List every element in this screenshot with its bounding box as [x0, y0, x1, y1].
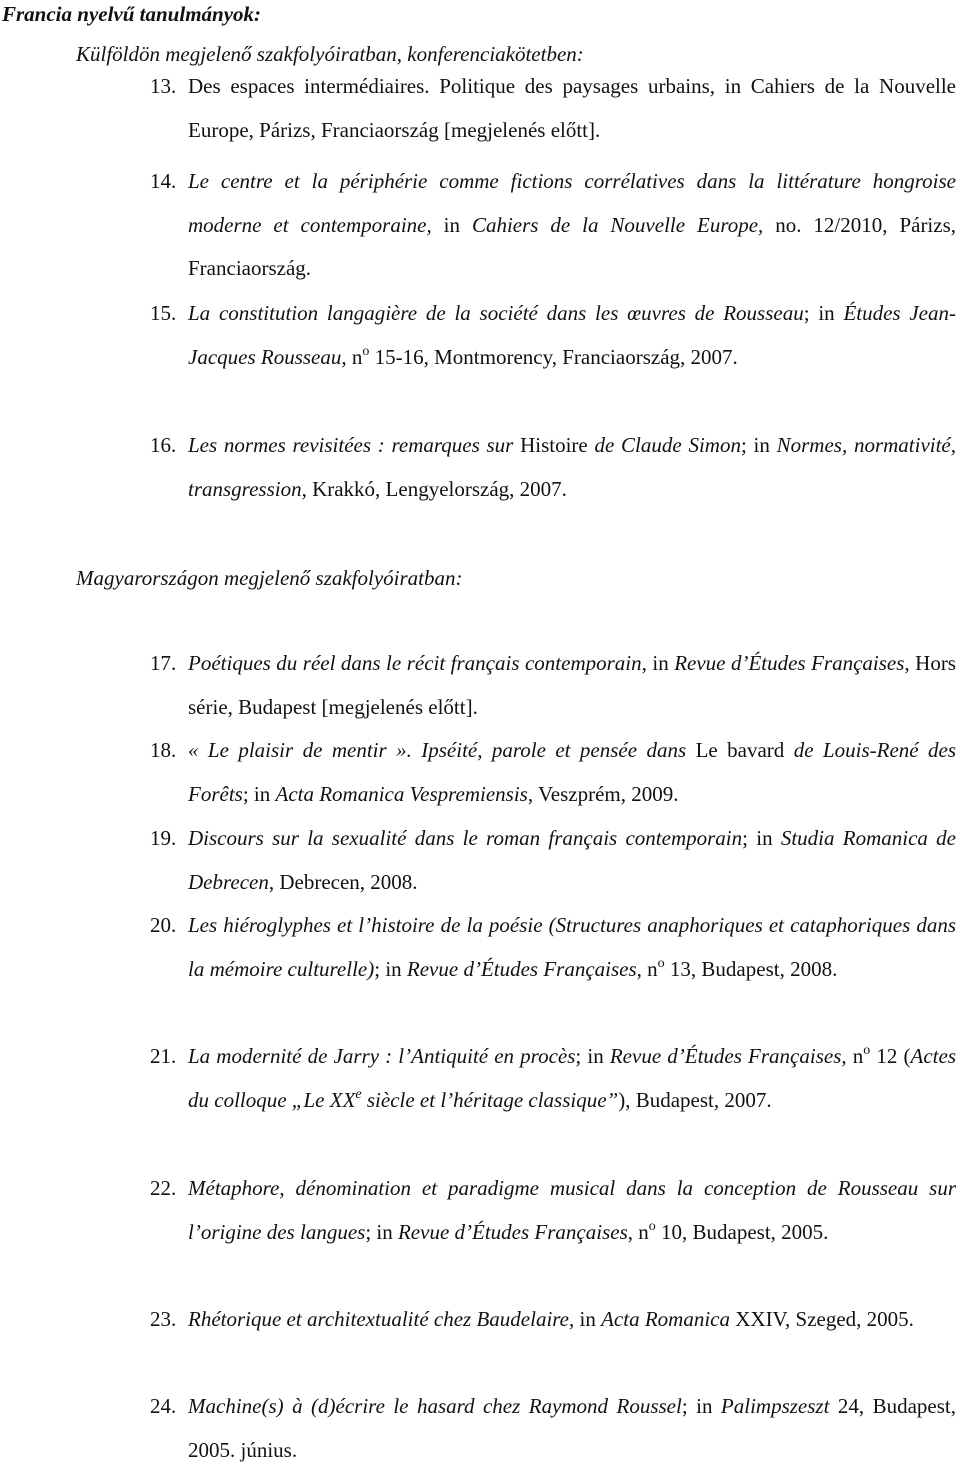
entry-number: 16. [150, 433, 177, 457]
entry-text [188, 729, 956, 816]
entry-text-segment: ; in [365, 1219, 398, 1244]
entry-text-segment: ; in [374, 956, 407, 981]
entry-text-segment: de Claude Simon [587, 433, 741, 457]
entry-text-segment: La modernité de Jarry : l’Antiquité en procès [188, 1044, 576, 1068]
entry-text-segment: Revue d’Études Françaises [397, 1219, 628, 1244]
entry-text [188, 1035, 956, 1122]
entry-text-segment: Acta Romanica [601, 1307, 730, 1331]
entry-number: 19. [150, 826, 177, 850]
entry-text [188, 1298, 956, 1342]
entry-text-segment: 12 ( [870, 1044, 911, 1068]
publication-entry [150, 424, 956, 511]
entry-text-segment: XXIV, Szeged, 2005. [729, 1307, 914, 1331]
entry-text-segment: 15-16, Montmorency, Franciaország, 2007. [369, 344, 738, 369]
entry-text [188, 292, 956, 379]
entry-text-segment: ; in [242, 781, 276, 806]
entry-number: 20. [150, 913, 177, 937]
entry-text-segment: « Le plaisir de mentir ». Ipséité, parole et pensée dans [188, 738, 696, 762]
entry-text-segment: 13, Budapest, 2008. [664, 956, 838, 981]
entry-text-segment: 24, Budapest, 2005. június. [188, 1394, 957, 1462]
entry-text-segment: Revue d’Études Françaises [674, 651, 905, 675]
entry-text-segment: ; in [742, 826, 781, 850]
publication-entry [150, 1035, 956, 1122]
entry-text [188, 424, 956, 511]
entry-text-segment: ; in [681, 1394, 721, 1418]
publication-entry [150, 817, 956, 904]
publication-entry [150, 642, 956, 729]
entry-number: 15. [150, 301, 177, 325]
entry-text-segment: , Debrecen, 2008. [268, 869, 418, 894]
page-title: Francia nyelvű tanulmányok: [2, 2, 262, 26]
entry-text-segment: Métaphore, dénomination et paradigme musical dans la conception de Rousseau sur l’origine des langues [188, 1176, 956, 1244]
entry-text-segment: Le bavard [695, 738, 785, 762]
entry-text-segment: , Hors série, Budapest [megjelenés előtt]. [188, 651, 956, 719]
entry-text-segment: Études Jean-Jacques Rousseau [188, 301, 956, 369]
entry-text-segment: Machine(s) à (d)écrire le hasard chez Raymond Roussel [188, 1394, 682, 1418]
entry-number: 22. [150, 1176, 177, 1200]
publication-entry [150, 1167, 956, 1254]
publication-entry [150, 1298, 956, 1342]
entry-text-segment: Le centre et la périphérie comme fictions corrélatives dans la littérature hongroise moderne et contemporaine, [188, 169, 956, 237]
entry-text-segment: Discours sur la sexualité dans le roman français contemporain [188, 826, 743, 850]
section-heading-foreign: Külföldön megjelenő szakfolyóiratban, konferenciakötetben: [76, 42, 584, 66]
entry-text-segment: Poétiques du réel dans le récit français contemporain [188, 651, 642, 675]
publication-entry [150, 904, 956, 991]
entry-text-segment: Cahiers de la Nouvelle Europe, [471, 212, 776, 237]
publication-entry [150, 1385, 956, 1472]
entry-text-segment: Des espaces intermédiaires. Politique des paysages urbains, in Cahiers de la Nouvelle Europe, Párizs, Franciaország [megjelenés előtt]. [188, 74, 956, 142]
entry-number: 14. [150, 169, 177, 193]
entry-text-segment: ; in [803, 301, 844, 325]
entry-text-segment: no. 12/2010, Párizs, Franciaország. [188, 212, 957, 280]
entry-text [188, 904, 956, 991]
entry-text-segment: , Veszprém, 2009. [527, 781, 679, 806]
entry-text-segment: 10, Budapest, 2005. [655, 1219, 829, 1244]
publication-entry [150, 160, 956, 291]
entry-text-segment: Studia Romanica de Debrecen [188, 826, 957, 894]
entry-text [188, 817, 956, 904]
entry-text-segment: Revue d’Études Françaises [609, 1044, 842, 1068]
entry-number: 23. [150, 1307, 177, 1331]
entry-text-segment: Palimpszeszt [720, 1394, 830, 1418]
entry-text [188, 642, 956, 729]
entry-text [188, 160, 956, 291]
entry-text-segment: o [648, 1218, 656, 1234]
entry-text-segment: Actes du colloque „Le XX [188, 1044, 957, 1112]
entry-number: 17. [150, 651, 177, 675]
entry-text-segment: , in [569, 1307, 602, 1331]
publication-entry [150, 729, 956, 816]
entry-text-segment: ; in [575, 1044, 610, 1068]
entry-number: 21. [150, 1044, 177, 1068]
entry-text-segment: o [657, 955, 665, 971]
entry-text-segment: Les hiéroglyphes et l’histoire de la poésie (Structures anaphoriques et cataphoriques dans la mémoire culturelle) [188, 913, 956, 981]
entry-text-segment: , n [841, 1044, 864, 1068]
publication-entry [150, 292, 956, 379]
section-heading-hungary: Magyarországon megjelenő szakfolyóiratban: [76, 566, 463, 590]
entry-number: 24. [150, 1394, 177, 1418]
entry-text-segment: Acta Romanica Vespremiensis [275, 781, 528, 806]
entry-text-segment: Les normes revisitées : remarques sur [188, 433, 521, 457]
entry-text-segment: ), Budapest, 2007. [618, 1087, 772, 1112]
entry-text-segment: o [863, 1043, 871, 1058]
entry-text-segment: de Louis-René des Forêts [188, 738, 956, 806]
entry-text-segment: Rhétorique et architextualité chez Baudelaire [188, 1307, 569, 1331]
entry-text-segment: o [362, 343, 370, 359]
entry-text-segment: Revue d’Études Françaises [406, 956, 637, 981]
entry-text-segment: siècle et l’héritage classique” [361, 1087, 619, 1112]
entry-text-segment: Normes, normativité, transgression [188, 433, 957, 501]
entry-text-segment: , n [627, 1219, 649, 1244]
entry-text-segment: e [355, 1086, 362, 1102]
entry-text-segment: , n [341, 344, 363, 369]
entry-text [188, 65, 956, 152]
entry-text-segment: La constitution langagière de la société dans les œuvres de Rousseau [188, 301, 804, 325]
entry-text-segment: Histoire [520, 433, 588, 457]
entry-number: 13. [150, 74, 177, 98]
entry-number: 18. [150, 738, 177, 762]
entry-text-segment: in [443, 212, 472, 237]
entry-text-segment: ; in [740, 433, 777, 457]
entry-text-segment: , Krakkó, Lengyelország, 2007. [301, 476, 567, 501]
entry-text-segment: , n [636, 956, 658, 981]
entry-text-segment: , in [641, 651, 675, 675]
entry-text [188, 1385, 956, 1472]
publication-entry [150, 65, 956, 152]
entry-text [188, 1167, 956, 1254]
